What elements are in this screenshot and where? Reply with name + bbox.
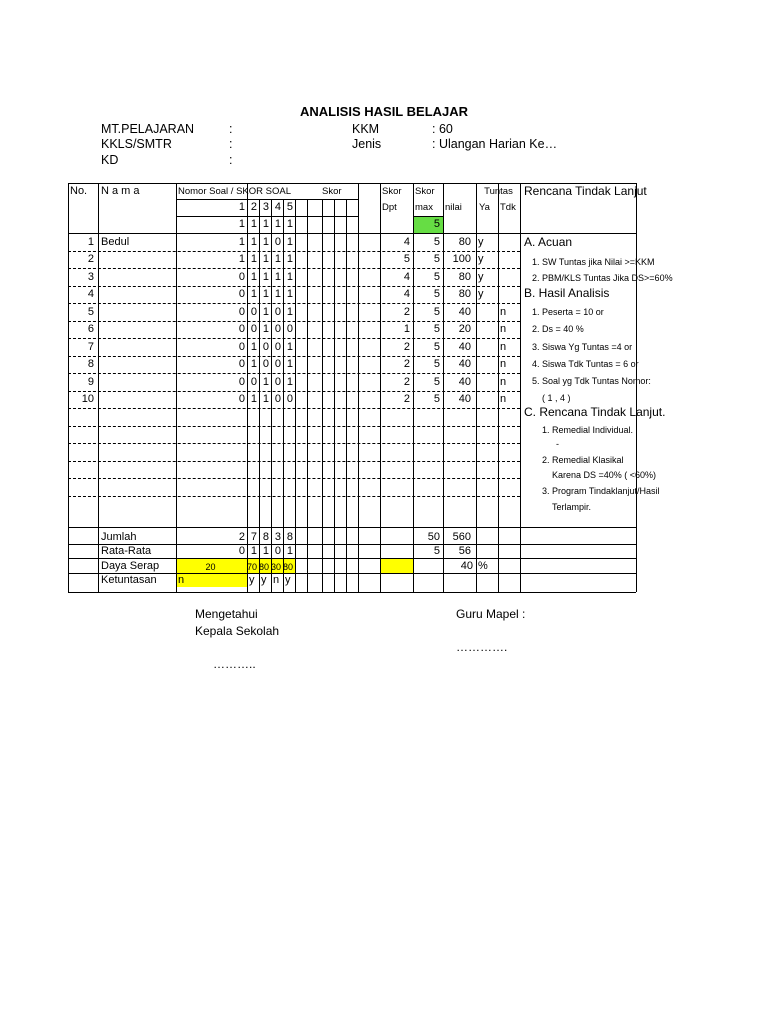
student-score: 1 (250, 393, 257, 405)
soal-number: 4 (274, 201, 281, 213)
table-rule (68, 443, 520, 444)
table-rule (68, 408, 520, 409)
student-score: 1 (262, 323, 269, 335)
skor-max: 5 (433, 253, 440, 265)
tuntas-tdk: n (500, 375, 507, 388)
skor-dpt: 4 (403, 288, 410, 300)
row-no: 7 (87, 340, 94, 353)
skor-dpt: 5 (403, 253, 410, 265)
student-score: 1 (274, 288, 281, 300)
student-score: 1 (250, 235, 257, 248)
skor-max-value: 5 (433, 218, 440, 230)
table-column-rule (520, 183, 521, 592)
rtl-note: ( 1 , 4 ) (542, 393, 571, 403)
student-score: 1 (262, 235, 269, 248)
student-score: 1 (274, 270, 281, 283)
row-no: 3 (87, 270, 94, 283)
soal-max-score: 1 (286, 218, 293, 230)
table-rule (68, 544, 636, 545)
table-column-rule (498, 183, 499, 592)
rtl-note: - (556, 439, 559, 449)
kkm-value: : 60 (432, 122, 453, 136)
kd-label: KD (101, 153, 119, 167)
skor-max: 5 (433, 288, 440, 300)
table-rule (68, 233, 636, 234)
skor-dpt: 4 (403, 270, 410, 283)
ketuntasan-value: n (273, 574, 280, 586)
skor-max: 5 (433, 235, 440, 248)
dpt-header: Dpt (382, 202, 397, 213)
student-score: 1 (238, 253, 245, 265)
rtl-note: 2. Remedial Klasikal (542, 455, 624, 465)
guru-signature-dots: …………. (456, 640, 508, 654)
ketuntasan-value: y (285, 574, 291, 586)
rtl-note: 1. SW Tuntas jika Nilai >=KKM (532, 257, 655, 267)
rtl-note: 5. Soal yg Tdk Tuntas Nomor: (532, 376, 651, 386)
jumlah-value: 8 (262, 530, 269, 543)
rata-rata-value: 1 (250, 545, 257, 557)
jumlah-value: 8 (286, 530, 293, 543)
table-rule (68, 461, 520, 462)
mapel-label: MT.PELAJARAN (101, 122, 195, 136)
nilai-value: 40 (458, 305, 471, 318)
nilai-value: 40 (458, 375, 471, 388)
table-rule (68, 496, 520, 497)
soal-max-score: 1 (238, 218, 245, 230)
tdk-header: Tdk (500, 202, 516, 213)
student-score: 1 (286, 253, 293, 265)
max-header: max (415, 202, 433, 213)
jumlah-value: 7 (250, 530, 257, 543)
kepala-signature-dots: ……….. (213, 657, 256, 671)
student-score: 1 (286, 358, 293, 370)
tuntas-tdk: n (500, 340, 507, 353)
jumlah-nilai: 560 (452, 530, 471, 543)
row-no: 9 (87, 375, 94, 388)
rtl-note: C. Rencana Tindak Lanjut. (524, 405, 666, 419)
row-no: 8 (87, 358, 94, 370)
student-score: 0 (286, 323, 293, 335)
nilai-value: 40 (458, 358, 471, 370)
student-score: 1 (250, 340, 257, 353)
daya-serap-value: 80 (258, 561, 269, 572)
student-score: 0 (274, 235, 281, 248)
jenis-value: : Ulangan Harian Ke… (432, 137, 558, 151)
daya-serap-value: 80 (282, 561, 293, 572)
guru-mapel-text: Guru Mapel : (456, 607, 526, 621)
rtl-note: 3. Program Tindaklanjut/Hasil (542, 486, 660, 496)
mapel-colon: : (229, 122, 233, 136)
table-rule (68, 426, 520, 427)
rtl-note: 2. PBM/KLS Tuntas Jika DS>=60% (532, 273, 673, 283)
nilai-value: 40 (458, 340, 471, 353)
row-no: 6 (87, 323, 94, 335)
student-score: 1 (286, 235, 293, 248)
mengetahui-text: Mengetahui (195, 607, 258, 621)
student-score: 1 (238, 235, 245, 248)
student-score: 1 (286, 340, 293, 353)
rtl-note: B. Hasil Analisis (524, 286, 610, 300)
rtl-note: A. Acuan (524, 235, 573, 249)
page-title: ANALISIS HASIL BELAJAR (299, 104, 469, 119)
ketuntasan-highlight (177, 574, 247, 588)
ketuntasan-value: y (249, 574, 255, 586)
student-score: 0 (250, 305, 257, 318)
nilai-value: 40 (458, 393, 471, 405)
student-score: 0 (274, 393, 281, 405)
skor-dpt: 4 (403, 235, 410, 248)
table-rule (68, 478, 520, 479)
table-column-rule (476, 183, 477, 592)
skor-max-header: Skor (415, 186, 435, 197)
rtl-note: 4. Siswa Tdk Tuntas = 6 or (532, 359, 639, 369)
rata-rata-label: Rata-Rata (101, 545, 152, 557)
jumlah-value: 3 (274, 530, 281, 543)
student-score: 0 (286, 393, 293, 405)
table-column-rule (295, 199, 296, 592)
student-score: 1 (262, 375, 269, 388)
daya-serap-value: 20 (205, 561, 216, 572)
skor-max: 5 (433, 358, 440, 370)
tuntas-tdk: n (500, 358, 507, 370)
ketuntasan-value: y (261, 574, 267, 586)
student-score: 0 (238, 305, 245, 318)
skor-dpt: 2 (403, 393, 410, 405)
skor-dpt: 2 (403, 305, 410, 318)
skor-max: 5 (433, 323, 440, 335)
student-score: 0 (238, 288, 245, 300)
rtl-note: 3. Siswa Yg Tuntas =4 or (532, 342, 633, 352)
student-score: 1 (262, 305, 269, 318)
row-no: 4 (87, 288, 94, 300)
rata-rata-nilai: 56 (458, 545, 471, 557)
nilai-value: 100 (452, 253, 471, 265)
rtl-note: Terlampir. (552, 502, 592, 512)
rtl-note: Karena DS =40% ( <60%) (552, 470, 657, 480)
skor-dpt: 2 (403, 375, 410, 388)
skor-max: 5 (433, 375, 440, 388)
table-column-rule (358, 183, 359, 592)
skor-dpt: 2 (403, 340, 410, 353)
student-score: 0 (274, 358, 281, 370)
nilai-value: 80 (458, 235, 471, 248)
student-score: 0 (274, 323, 281, 335)
student-name: Bedul (101, 235, 130, 248)
student-score: 1 (250, 253, 257, 265)
table-column-rule (334, 199, 335, 592)
kd-colon: : (229, 153, 233, 167)
row-no: 5 (87, 305, 94, 318)
student-score: 0 (274, 375, 281, 388)
skor-max: 5 (433, 340, 440, 353)
skor-dpt: 2 (403, 358, 410, 370)
student-score: 0 (250, 375, 257, 388)
tuntas-ya: y (478, 288, 484, 300)
skor-max: 5 (433, 393, 440, 405)
student-score: 0 (274, 340, 281, 353)
student-score: 0 (238, 358, 245, 370)
row-no: 2 (87, 253, 94, 265)
tuntas-ya: y (478, 270, 484, 283)
skor-max: 5 (433, 270, 440, 283)
tuntas-tdk: n (500, 323, 507, 335)
skor-max: 5 (433, 305, 440, 318)
rata-rata-value: 0 (238, 545, 245, 557)
daya-serap-percent: % (478, 559, 488, 572)
table-column-rule (98, 183, 99, 592)
row-no: 10 (81, 393, 94, 405)
ketuntasan-label: Ketuntasan (101, 574, 157, 586)
rtl-note: 1. Remedial Individual. (542, 425, 634, 435)
rata-rata-value: 1 (262, 545, 269, 557)
table-column-rule (322, 199, 323, 592)
rata-rata-value: 1 (286, 545, 293, 557)
student-score: 0 (238, 375, 245, 388)
table-rule (68, 527, 636, 528)
rata-rata-value: 0 (274, 545, 281, 557)
skor-dpt: 1 (403, 323, 410, 335)
student-score: 0 (238, 340, 245, 353)
student-score: 0 (238, 270, 245, 283)
student-score: 0 (238, 393, 245, 405)
student-score: 0 (262, 358, 269, 370)
kkls-label: KKLS/SMTR (101, 137, 172, 151)
col-nama-header: N a m a (101, 185, 140, 197)
student-score: 0 (274, 305, 281, 318)
soal-number: 3 (262, 201, 269, 213)
tuntas-header: Tuntas (484, 186, 513, 197)
soal-max-score: 1 (250, 218, 257, 230)
nomor-soal-header: Nomor Soal / SKOR SOAL (178, 186, 291, 197)
student-score: 1 (274, 253, 281, 265)
skor-dpt-highlight (381, 559, 413, 573)
student-score: 1 (286, 270, 293, 283)
student-score: 1 (286, 305, 293, 318)
jumlah-max: 50 (427, 530, 440, 543)
daya-serap-value: 70 (246, 561, 257, 572)
col-no-header: No. (70, 185, 88, 197)
daya-serap-label: Daya Serap (101, 559, 160, 572)
student-score: 1 (250, 358, 257, 370)
nilai-header: nilai (445, 202, 462, 213)
nilai-value: 20 (458, 323, 471, 335)
student-score: 1 (262, 253, 269, 265)
jumlah-label: Jumlah (101, 530, 137, 543)
jenis-label: Jenis (352, 137, 382, 151)
student-score: 0 (238, 323, 245, 335)
student-score: 1 (262, 288, 269, 300)
table-rule (68, 592, 636, 593)
nilai-value: 80 (458, 288, 471, 300)
kkls-colon: : (229, 137, 233, 151)
jumlah-value: 2 (238, 530, 245, 543)
ya-header: Ya (479, 202, 490, 213)
daya-serap-value: 30 (270, 561, 281, 572)
nilai-value: 80 (458, 270, 471, 283)
table-column-rule (346, 199, 347, 592)
rtl-note: 2. Ds = 40 % (532, 324, 584, 334)
skor-dpt-header: Skor (382, 186, 402, 197)
student-score: 0 (262, 340, 269, 353)
student-score: 1 (250, 288, 257, 300)
soal-number: 1 (238, 201, 245, 213)
soal-max-score: 1 (274, 218, 281, 230)
rtl-header: Rencana Tindak Lanjut (524, 184, 647, 198)
skor-dpt-header: Skor (322, 186, 342, 197)
tuntas-ya: y (478, 235, 484, 248)
student-score: 1 (262, 270, 269, 283)
soal-number: 2 (250, 201, 257, 213)
soal-number: 5 (286, 201, 293, 213)
ketuntasan-value: n (178, 574, 185, 586)
rata-rata-max: 5 (433, 545, 440, 557)
analysis-table (68, 183, 673, 593)
row-no: 1 (87, 235, 94, 248)
soal-max-score: 1 (262, 218, 269, 230)
student-score: 1 (250, 270, 257, 283)
rtl-note: 1. Peserta = 10 or (532, 307, 604, 317)
student-score: 0 (250, 323, 257, 335)
student-score: 1 (286, 288, 293, 300)
kkm-label: KKM (352, 122, 380, 136)
tuntas-tdk: n (500, 393, 507, 405)
tuntas-ya: y (478, 253, 484, 265)
student-score: 1 (286, 375, 293, 388)
daya-serap-nilai: 40 (460, 559, 473, 572)
tuntas-tdk: n (500, 305, 507, 318)
table-column-rule (307, 199, 308, 592)
kepala-sekolah-text: Kepala Sekolah (195, 624, 280, 638)
student-score: 1 (262, 393, 269, 405)
